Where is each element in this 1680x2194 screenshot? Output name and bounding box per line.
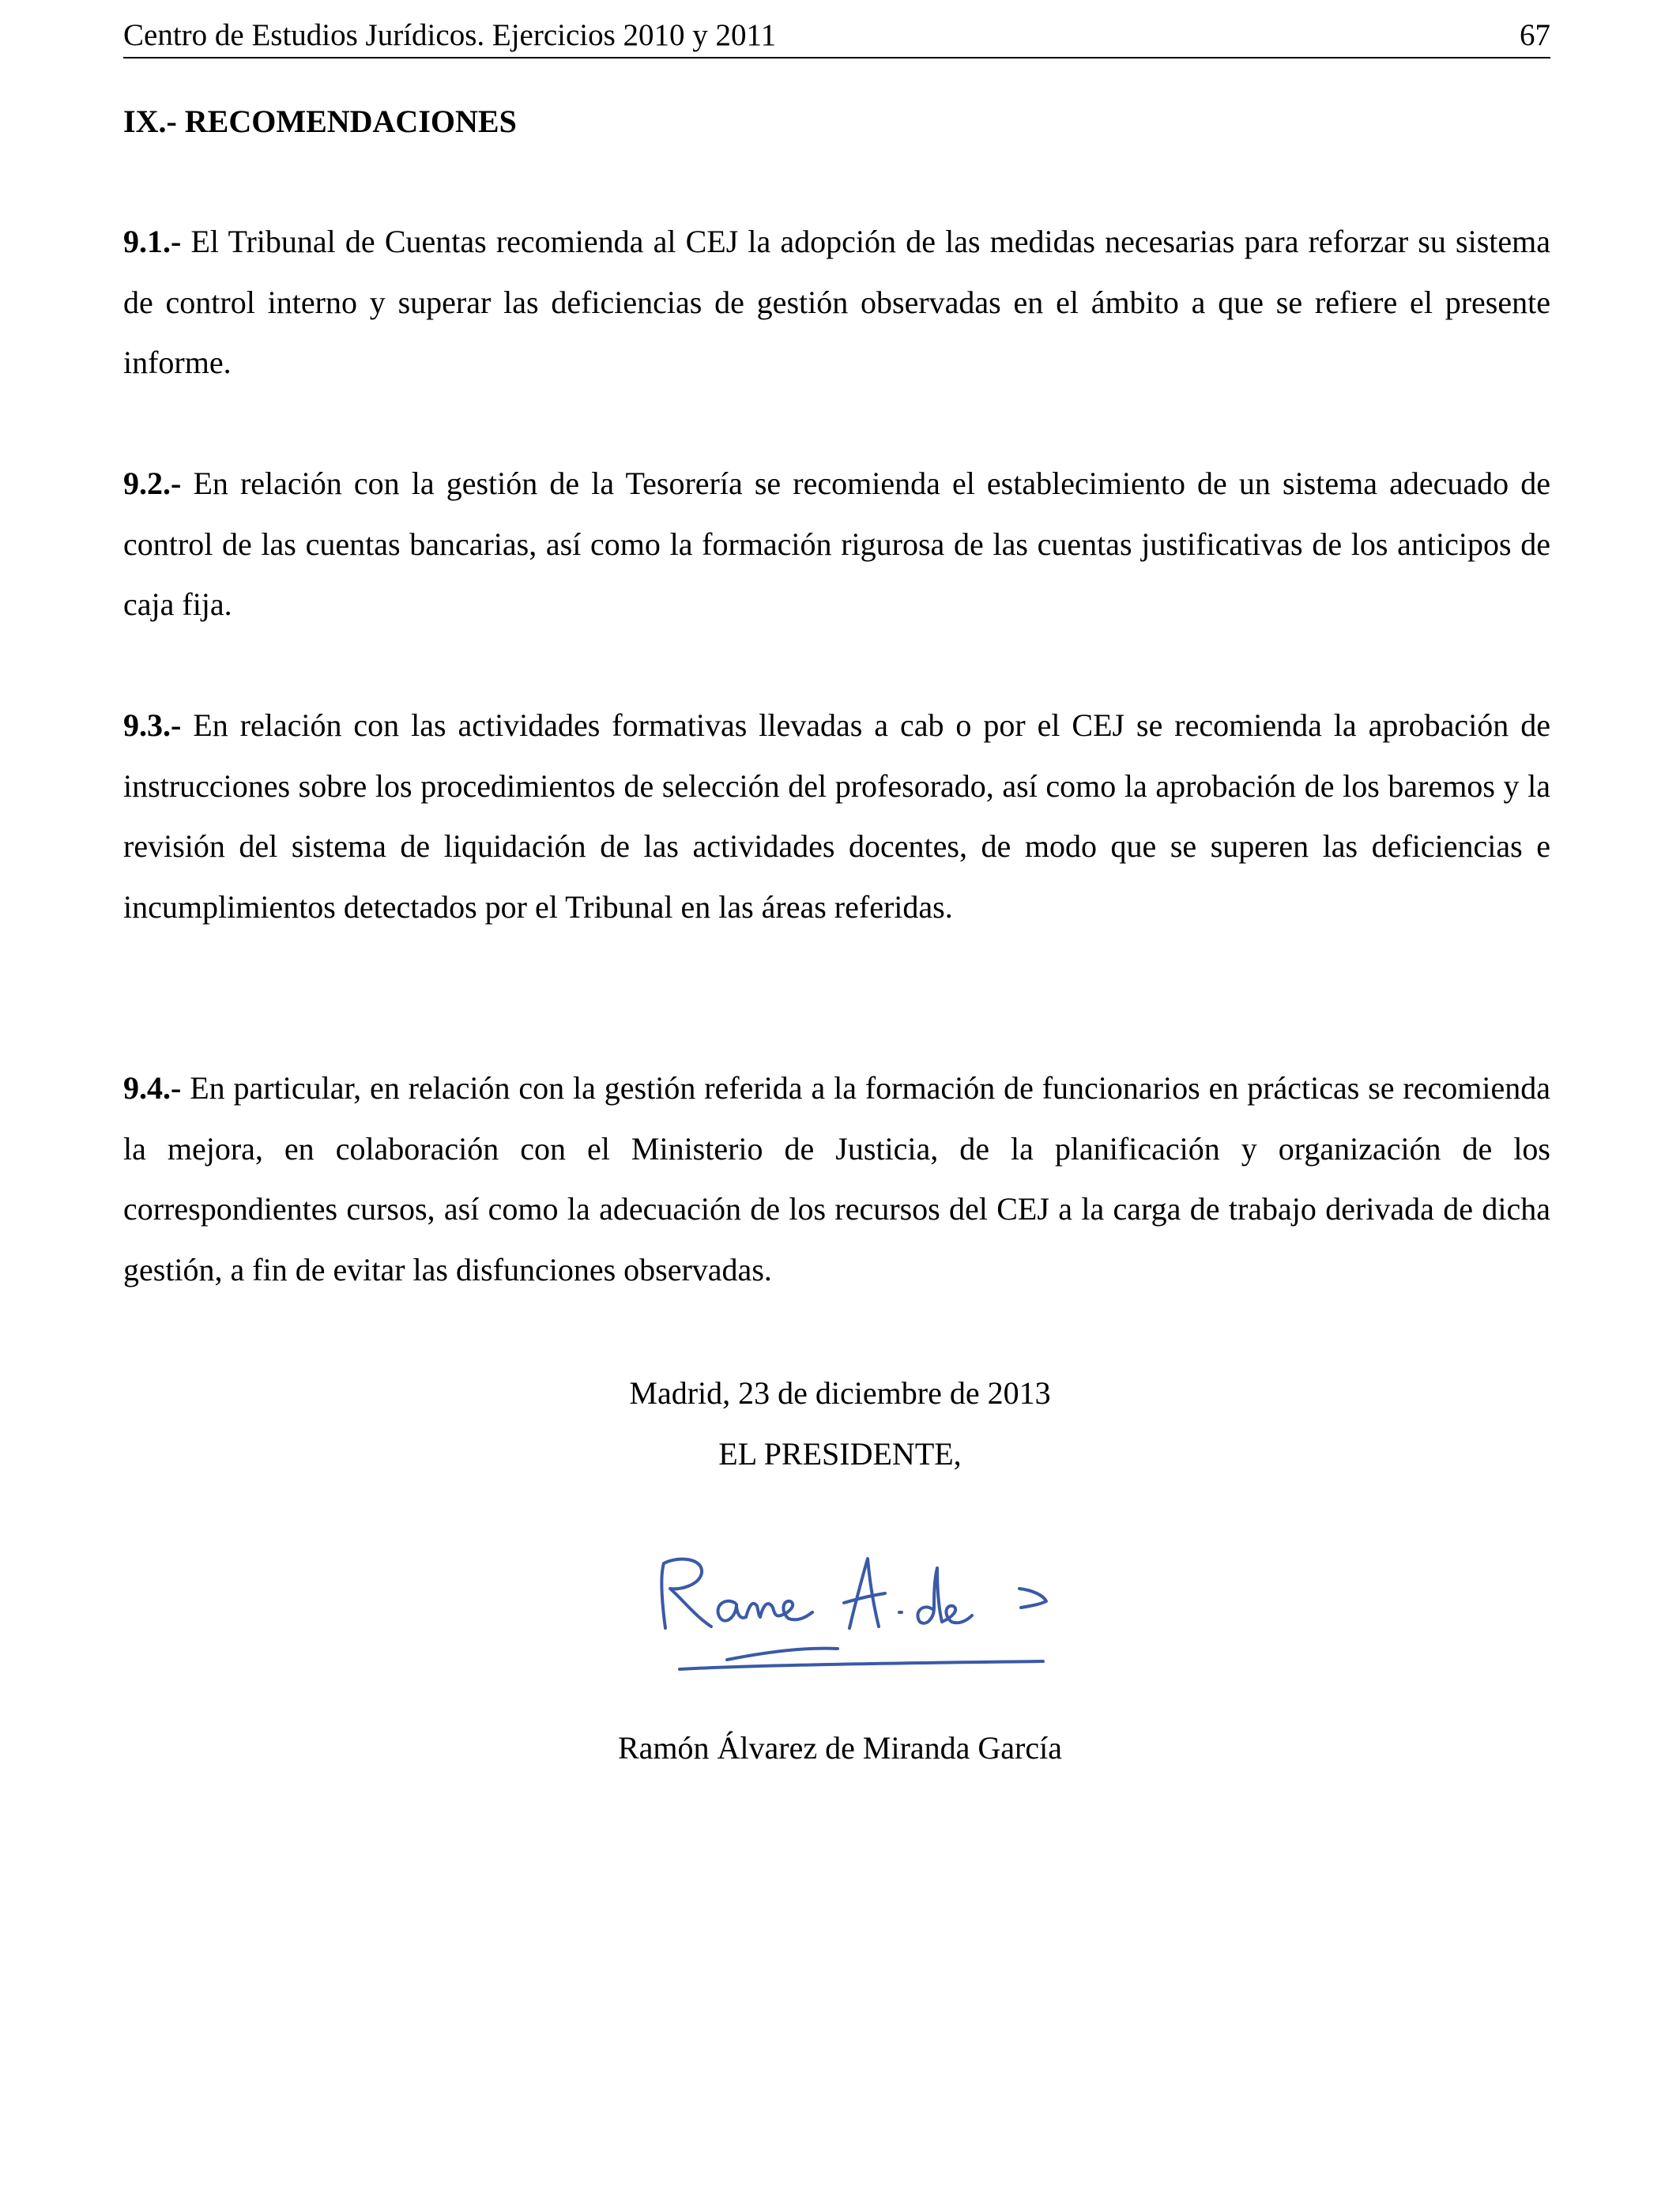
recommendation-text: En relación con las actividades formativas llevadas a cab o por el CEJ se recomienda la aprobación de instrucciones sobre los procedimientos de selección del profesorado, así como la aprobación de los baremos y la revisión del sistema de liquidación de las actividades docentes, de modo que se superen las deficiencias e incumplimientos detectados por el Tribunal en las áreas referidas. (123, 707, 1550, 925)
running-title: Centro de Estudios Jurídicos. Ejercicios 2010 y 2011 (123, 18, 777, 52)
recommendation-text: El Tribunal de Cuentas recomienda al CEJ la adopción de las medidas necesarias para reforzar su sistema de control interno y superar las deficiencias de gestión observadas en el ámbito a que se refiere el presente informe. (123, 224, 1550, 380)
recommendation-text: En relación con la gestión de la Tesorería se recomienda el establecimiento de un sistema adecuado de control de las cuentas bancarias, así como la formación rigurosa de las cuentas justificativas de los anticipos de caja fija. (123, 466, 1550, 622)
recommendation-paragraph (123, 696, 1550, 937)
recommendation-text: En particular, en relación con la gestión referida a la formación de funcionarios en prácticas se recomienda la mejora, en colaboración con el Ministerio de Justicia, de la planificación y organización de los correspondientes cursos, así como la adecuación de los recursos del CEJ a la carga de trabajo derivada de dicha gestión, a fin de evitar las disfunciones observadas. (123, 1070, 1550, 1287)
recommendation-paragraph (123, 1058, 1550, 1300)
recommendation-number: 9.4.- (123, 1070, 182, 1106)
section-title: IX.- RECOMENDACIONES (123, 104, 517, 139)
page-header (123, 14, 1550, 58)
recommendation-number: 9.1.- (123, 224, 182, 259)
recommendation-paragraph (123, 212, 1550, 394)
handwritten-signature (648, 1533, 1059, 1691)
page-number: 67 (1520, 18, 1550, 52)
recommendation-number: 9.2.- (123, 466, 182, 501)
recommendation-number: 9.3.- (123, 707, 182, 743)
signer-title: EL PRESIDENTE, (718, 1436, 962, 1472)
place-date: Madrid, 23 de diciembre de 2013 (629, 1375, 1051, 1411)
recommendation-paragraph (123, 454, 1550, 635)
signer-name: Ramón Álvarez de Miranda García (618, 1730, 1062, 1766)
